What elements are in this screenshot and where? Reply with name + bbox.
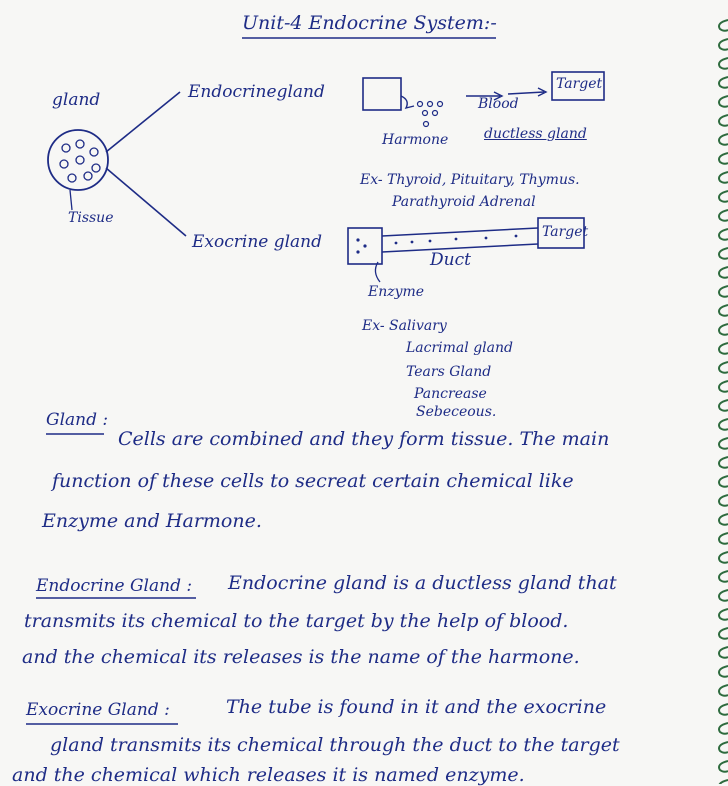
page-title: Unit-4 Endocrine System:- — [242, 12, 497, 34]
spiral-coil — [719, 761, 728, 772]
spiral-coil — [719, 628, 728, 639]
exocrine-example: Sebeceous. — [416, 404, 497, 420]
spiral-coil — [719, 552, 728, 563]
endocrine-text-line: transmits its chemical to the target by the help of blood. — [24, 610, 569, 632]
endocrine-examples-1: Ex- Thyroid, Pituitary, Thymus. — [360, 172, 580, 188]
gland-text-line: Cells are combined and they form tissue. The main — [118, 428, 610, 450]
spiral-coil — [719, 780, 728, 784]
spiral-coil — [719, 324, 728, 335]
blood-label: Blood — [478, 96, 519, 112]
endocrine-text-line: and the chemical its releases is the name of the harmone. — [22, 646, 580, 668]
exocrine-text-line: gland transmits its chemical through the duct to the target — [50, 734, 620, 756]
branch-exocrine — [106, 168, 186, 236]
duct-top — [382, 228, 538, 236]
exocrine-example: Tears Gland — [406, 364, 492, 380]
spiral-coil — [719, 419, 728, 430]
exocrine-example: Lacrimal gland — [406, 340, 513, 356]
spiral-coil — [719, 723, 728, 734]
spiral-coil — [719, 457, 728, 468]
gland-text-line: Enzyme and Harmone. — [42, 510, 262, 532]
exocrine-heading: Exocrine Gland : — [26, 700, 170, 720]
spiral-coil — [719, 666, 728, 677]
exocrine-gland-label: Exocrine gland — [192, 232, 323, 252]
harmone-label: Harmone — [382, 132, 449, 148]
spiral-coil — [719, 267, 728, 278]
endocrine-examples-2: Parathyroid Adrenal — [392, 194, 536, 210]
spiral-coil — [719, 20, 728, 31]
endocrine-box — [363, 78, 401, 110]
harmone-dots — [418, 102, 443, 127]
spiral-coil — [719, 590, 728, 601]
spiral-coil — [719, 381, 728, 392]
spiral-coil — [719, 248, 728, 259]
exocrine-text-line: and the chemical which releases it is named enzyme. — [12, 764, 525, 786]
spiral-coil — [719, 647, 728, 658]
spiral-coil — [719, 609, 728, 620]
exocrine-example: Pancrease — [414, 386, 487, 402]
spiral-coil — [719, 533, 728, 544]
spiral-coil — [719, 39, 728, 50]
branch-endocrine — [106, 92, 180, 152]
spiral-coil — [719, 495, 728, 506]
gland-label: gland — [52, 90, 101, 110]
enzyme-pointer — [375, 262, 380, 282]
tissue-circle — [48, 130, 108, 190]
spiral-coil — [719, 77, 728, 88]
target-label-bottom: Target — [542, 224, 589, 240]
spiral-coil — [719, 115, 728, 126]
spiral-coil — [719, 400, 728, 411]
enzyme-label: Enzyme — [368, 284, 425, 300]
spiral-coil — [719, 362, 728, 373]
tissue-cells — [60, 140, 100, 182]
enzyme-dots — [356, 238, 366, 253]
spiral-coil — [719, 343, 728, 354]
spiral-coil — [719, 704, 728, 715]
spiral-coil — [719, 305, 728, 316]
spiral-coil — [719, 476, 728, 487]
spiral-coil — [719, 172, 728, 183]
spiral-coil — [719, 153, 728, 164]
endocrine-text-line: Endocrine gland is a ductless gland that — [228, 572, 617, 594]
spiral-coil — [719, 742, 728, 753]
gland-text-line: function of these cells to secreat certain chemical like — [52, 470, 574, 492]
spiral-coil — [719, 191, 728, 202]
spiral-coil — [719, 286, 728, 297]
gland-heading: Gland : — [46, 410, 109, 430]
spiral-coil — [719, 210, 728, 221]
tissue-pointer — [70, 190, 72, 210]
duct-label: Duct — [430, 250, 471, 270]
ductless-gland-label: ductless gland — [484, 126, 587, 142]
exocrine-text-line: The tube is found in it and the exocrine — [226, 696, 607, 718]
exocrine-example: Ex- Salivary — [362, 318, 447, 334]
tissue-label: Tissue — [68, 210, 114, 226]
spiral-coil — [719, 571, 728, 582]
spiral-coil — [719, 134, 728, 145]
spiral-coil — [719, 96, 728, 107]
spiral-coil — [719, 685, 728, 696]
endocrine-heading: Endocrine Gland : — [36, 576, 193, 596]
spiral-coil — [719, 514, 728, 525]
spiral-coil — [719, 58, 728, 69]
notebook-spiral-binding — [714, 0, 728, 784]
target-label-top: Target — [556, 76, 603, 92]
spiral-coil — [719, 229, 728, 240]
endocrine-gland-label: Endocrinegland — [188, 82, 325, 102]
spiral-coil — [719, 438, 728, 449]
